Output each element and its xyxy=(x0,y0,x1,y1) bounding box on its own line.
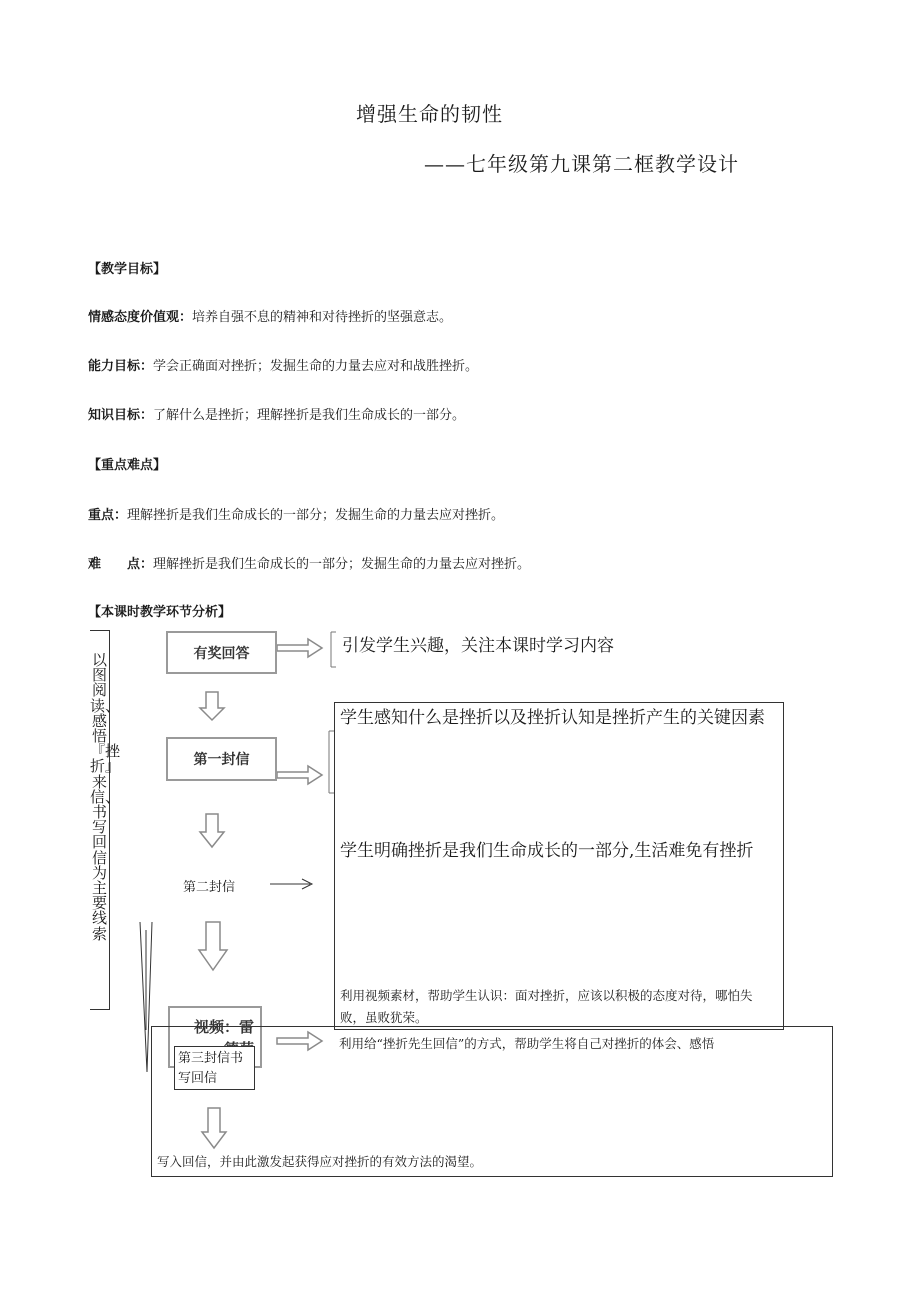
knowledge-text: 了解什么是挫折；理解挫折是我们生命成长的一部分。 xyxy=(153,408,466,423)
desc-interest: 引发学生兴趣，关注本课时学习内容 xyxy=(342,636,614,656)
emotion-label: 情感态度价值观： xyxy=(88,310,193,325)
desc-clarify: 学生明确挫折是我们生命成长的一部分,生活难免有挫折 xyxy=(340,841,754,861)
desc-letter-line1: 利用给“挫折先生回信”的方式，帮助学生将自己对挫折的体会、感悟 xyxy=(339,1036,715,1051)
knowledge-label: 知识目标： xyxy=(88,408,154,423)
step-second-letter: 第二封信 xyxy=(183,880,236,895)
ability-text: 学会正确面对挫折；发掘生命的力量去应对和战胜挫折。 xyxy=(153,359,479,374)
keypoints-header: 【重点难点】 xyxy=(88,458,167,473)
hard-text: 理解挫折是我们生命成长的一部分；发掘生命的力量去应对挫折。 xyxy=(153,557,531,572)
desc-box-letter xyxy=(151,1026,833,1177)
step-first-letter: 第一封信 xyxy=(166,737,277,781)
hard-label: 难 点： xyxy=(88,557,154,572)
ability-label: 能力目标： xyxy=(88,359,154,374)
document-title: 增强生命的韧性 xyxy=(356,102,503,126)
step-video-line1: 视频：雷 xyxy=(193,1018,254,1036)
step-reward-answer: 有奖回答 xyxy=(166,631,277,674)
vertical-theme-text: 以图阅读、感悟『挫折』来信、书写回信为主要线索 xyxy=(90,630,110,1010)
analysis-header: 【本课时教学环节分析】 xyxy=(88,605,232,620)
spacer xyxy=(166,1006,262,1036)
step-third-letter: 第三封信书写回信 xyxy=(174,1046,255,1090)
document-subtitle: ——七年级第九课第二框教学设计 xyxy=(424,152,739,176)
desc-box-main xyxy=(334,702,784,1030)
key-text: 理解挫折是我们生命成长的一部分；发掘生命的力量去应对挫折。 xyxy=(127,508,505,523)
desc-letter-line2: 写入回信，并由此激发起获得应对挫折的有效方法的渴望。 xyxy=(157,1154,483,1169)
desc-perceive: 学生感知什么是挫折以及挫折认知是挫折产生的关键因素 xyxy=(340,708,765,728)
emotion-text: 培养自强不息的精神和对待挫折的坚强意志。 xyxy=(192,310,453,325)
objectives-header: 【教学目标】 xyxy=(88,262,167,277)
key-label: 重点： xyxy=(88,508,128,523)
right-arrow-icon xyxy=(277,639,322,1050)
desc-video: 利用视频素材，帮助学生认识：面对挫折，应该以积极的态度对待，哪怕失败，虽败犹荣。 xyxy=(340,988,753,1025)
